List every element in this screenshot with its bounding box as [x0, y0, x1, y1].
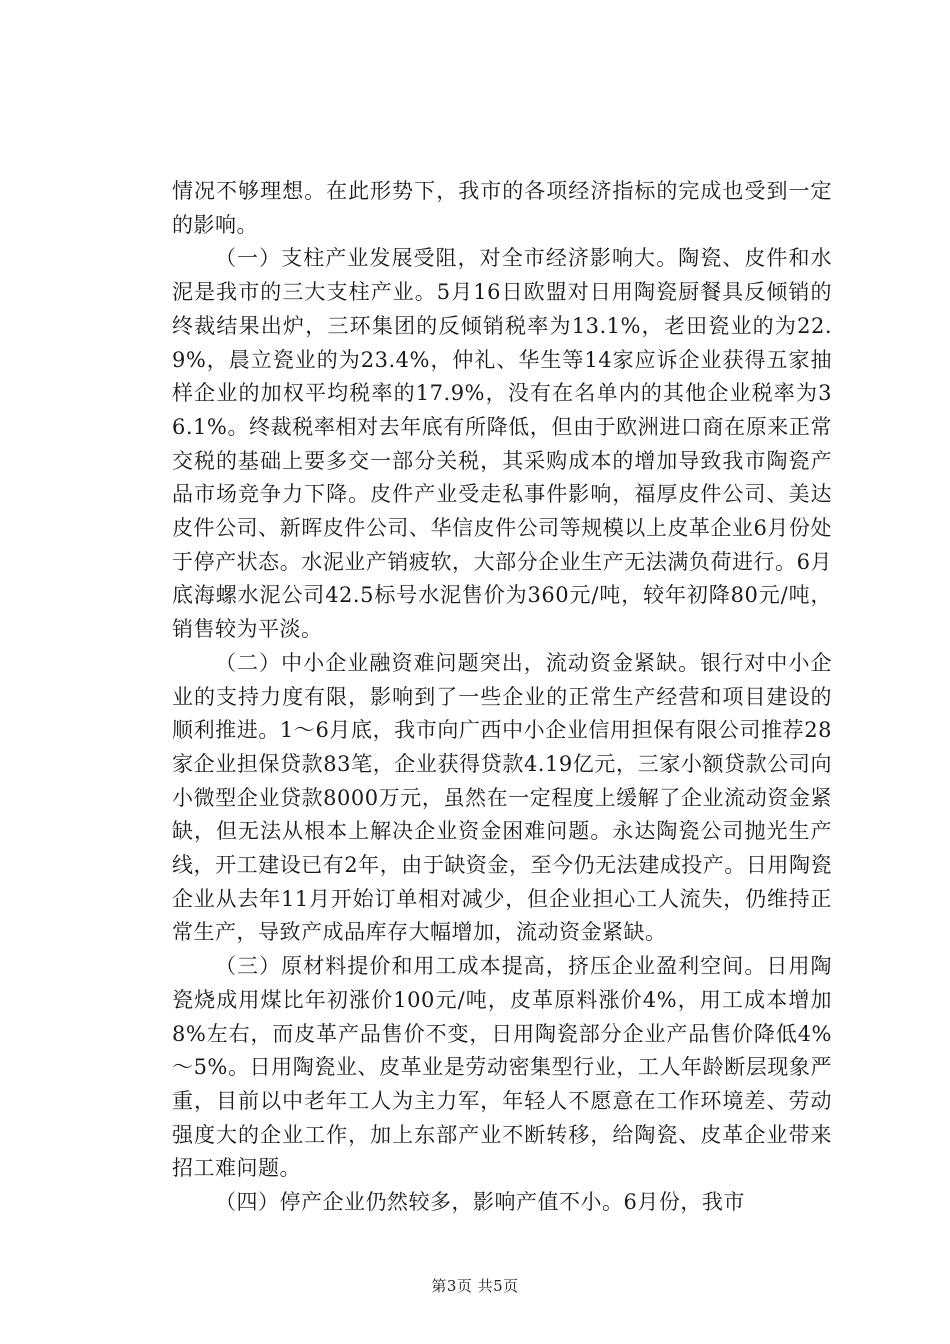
paragraph-section-4: （四）停产企业仍然较多，影响产值不小。6月份，我市 — [215, 1190, 745, 1215]
page-footer: 第3页 共5页 — [431, 1277, 519, 1295]
paragraph-section-1: （一）支柱产业发展受阻，对全市经济影响大。陶瓷、皮件和水泥是我市的三大支柱产业。5月16日欧盟对日用陶瓷厨餐具反倾销的终裁结果出炉，三环集团的反倾销税率为13.1%，老田瓷业的为22.9%，晨立瓷业的为23.4%，仲礼、华生等14家应诉企业获得五家抽样企业的加权平均税率的17.9%，没有在名单内的其他企业税率为36.1%。终裁税率相对去年底有所降低，但由于欧洲进口商在原来正常交税的基础上要多交一部分关税，其采购成本的增加导致我市陶瓷产品市场竞争力下降。皮件产业受走私事件影响，福厚皮件公司、美达皮件公司、新晖皮件公司、华信皮件公司等规模以上皮革企业6月份处于停产状态。水泥业产销疲软，大部分企业生产无法满负荷进行。6月底海螺水泥公司42.5标号水泥售价为360元/吨，较年初降80元/吨，销售较为平淡。 — [172, 246, 832, 642]
paragraph-section-2: （二）中小企业融资难问题突出，流动资金紧缺。银行对中小企业的支持力度有限，影响到了一些企业的正常生产经营和项目建设的顺利推进。1～6月底，我市向广西中小企业信用担保有限公司推荐28家企业担保贷款83笔，企业获得贷款4.19亿元，三家小额贷款公司向小微型企业贷款8000万元，虽然在一定程度上缓解了企业流动资金紧缺，但无法从根本上解决企业资金困难问题。永达陶瓷公司抛光生产线，开工建设已有2年，由于缺资金，至今仍无法建成投产。日用陶瓷企业从去年11月开始订单相对减少，但企业担心工人流失，仍维持正常生产，导致产成品库存大幅增加，流动资金紧缺。 — [172, 650, 832, 945]
paragraph-continuation: 情况不够理想。在此形势下，我市的各项经济指标的完成也受到一定的影响。 — [172, 179, 832, 237]
paragraph-section-3: （三）原材料提价和用工成本提高，挤压企业盈利空间。日用陶瓷烧成用煤比年初涨价100元/吨，皮革原料涨价4%，用工成本增加8%左右，而皮革产品售价不变，日用陶瓷部分企业产品售价降低4%～5%。日用陶瓷业、皮革业是劳动密集型行业，工人年龄断层现象严重，目前以中老年工人为主力军，年轻人不愿意在工作环境差、劳动强度大的企业工作，加上东部产业不断转移，给陶瓷、皮革企业带来招工难问题。 — [172, 954, 832, 1181]
document-body — [172, 175, 832, 1220]
